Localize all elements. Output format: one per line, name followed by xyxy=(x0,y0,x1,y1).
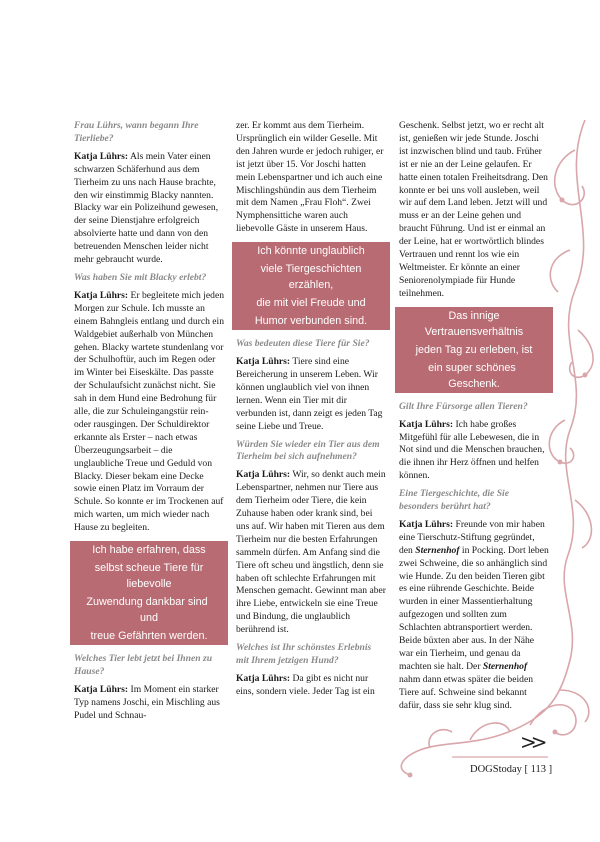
answer-continued: zer. Er kommt aus dem Tierheim. Ursprünglich ein wilder Geselle. Mit den Jahren wurde er jedoch ruhiger, er ist jetzt über 15. Vor Joschi hatten mein Lebenspartner und ich auch eine Mischlingshündin aus dem Tierheim mit dem Namen „Frau Floh“. Zwei Nymphensittiche waren auch liebevolle Gäste in unserem Haus. xyxy=(236,120,384,235)
emphasis: Sternenhof xyxy=(415,544,460,556)
answer: Katja Lührs: Als mein Vater einen schwarzen Schäferhund aus dem Tierheim zu uns nach Hause brachte, den wir einstimmig Blacky nannten. Blacky war ein Polizeihund gewesen, der seine Dienstjahre erfolgreich absolvierte hatte und dann von den betreuenden Menschen leider nicht mehr gebraucht wurde. xyxy=(74,150,219,266)
answer-continued: Geschenk. Selbst jetzt, wo er recht alt ist, genießen wir jede Stunde. Joschi ist inzwischen blind und taub. Früher ist er nie an der Leine gelaufen. Er hatte einen totalen Freiheitsdrang. Den konnte er bei uns voll ausleben, weil wir auf dem Land leben. Jetzt will und muss er an der Leine gehen und braucht Führung. Und ist er einmal an der Leine, hat er wortwörtlich blindes Vertrauen und rennt los wie ein Weltmeister. Er könnte an einer Seniorenolympiade für Hunde teilnehmen. xyxy=(399,120,548,299)
answer: Katja Lührs: Tiere sind eine Bereicherung in unserem Leben. Wir können unglaublich viel von ihnen lernen. Wenn ein Tier mit dir verbunden ist, dann zeigt es jeden Tag seine Liebe und Treue. xyxy=(236,356,383,432)
answer: Katja Lührs: Wir, so denkt auch mein Lebenspartner, nehmen nur Tiere aus dem Tierheim oder Tiere, die kein Zuhause haben oder krank sind, bei uns auf. Wir haben mit Tieren aus dem Tierheim nur die besten Erfahrungen sammeln dürfen. Am Anfang sind die Tiere oft scheu und ängstlich, denn sie haben oft schlechte Erfahrungen mit Menschen gemacht. Gewinnt man aber ihre Liebe, entwickeln sie eine Treue und Bindung, die unglaublich berührend ist. xyxy=(236,469,386,636)
pull-quote: Das innige Vertrauensverhältnis jeden Tag zu erleben, ist ein super schönes Geschenk. xyxy=(395,307,553,393)
magazine-name: DOGStoday xyxy=(470,764,522,775)
column-3 xyxy=(399,120,549,718)
answer: Katja Lührs: Ich habe großes Mitgefühl für alle Lebewesen, die in Not sind und die Menschen brauchen, die ihnen ihr Herz öffnen und helfen können. xyxy=(399,418,545,482)
emphasis: Sternenhof xyxy=(482,660,528,672)
column-1 xyxy=(74,120,224,728)
answer: Katja Lührs: Im Moment ein starker Typ namens Joschi, ein Mischling aus Pudel und Schnau- xyxy=(74,683,220,721)
question: Welches Tier lebt jetzt bei Ihnen zu Hause? xyxy=(74,653,213,677)
question: Gilt Ihre Fürsorge allen Tieren? xyxy=(399,400,528,412)
question: Würden Sie wieder ein Tier aus dem Tierheim bei sich aufnehmen? xyxy=(236,438,380,463)
speaker: Katja Lührs: xyxy=(399,518,454,530)
question: Welches ist Ihr schönstes Erlebnis mit Ihrem jetzigen Hund? xyxy=(236,642,372,666)
speaker: Katja Lührs: xyxy=(236,672,291,684)
column-2 xyxy=(236,120,386,704)
question: Frau Lührs, wann begann Ihre Tierliebe? xyxy=(74,120,199,144)
answer: Katja Lührs: Freunde von mir haben eine Tierschutz-Stiftung gegründet, den Sternenhof in Pocking. Dort leben zwei Schweine, die so anhänglich sind wie Hunde. Zu den beiden Tieren gibt es eine rührende Geschichte. Beide wurden in einer Massentierhaltung aufgezogen und sollten zum Schlachten abtransportiert werden. Beide büxten aber aus. In der Nähe war ein Tierheim, und genau da machten sie halt. Der Sternenhof nahm dann etwas später die beiden Tiere auf. Schweine sind bekannt dafür, dass sie sehr klug sind. xyxy=(399,518,549,711)
pull-quote: Ich habe erfahren, dass selbst scheue Tiere für liebevolle Zuwendung dankbar sind und treue Gefährten werden. xyxy=(70,541,228,645)
question: Was haben Sie mit Blacky erlebt? xyxy=(74,271,207,283)
speaker: Katja Lührs: xyxy=(399,418,454,430)
answer: Katja Lührs: Da gibt es nicht nur eins, sondern viele. Jeder Tag ist ein xyxy=(236,672,375,697)
speaker: Katja Lührs: xyxy=(236,469,291,481)
question: Was bedeuten diese Tiere für Sie? xyxy=(236,338,370,350)
speaker: Katja Lührs: xyxy=(74,683,129,695)
question: Eine Tiergeschichte, die Sie besonders berührt hat? xyxy=(399,488,509,513)
speaker: Katja Lührs: xyxy=(74,150,129,162)
speaker: Katja Lührs: xyxy=(74,289,129,301)
speaker: Katja Lührs: xyxy=(236,356,291,368)
page-number: [ 113 ] xyxy=(524,764,553,775)
page-footer xyxy=(470,764,552,775)
answer: Katja Lührs: Er begleitete mich jeden Morgen zur Schule. Ich musste an einem Bahngleis entlang und durch ein Waldgebiet außerhalb von München gehen. Blacky wartete stundenlang vor der Schulhoftür, auch im Regen oder im Winter bei Eiseskälte. Das passte der Schulaufsicht zunächst nicht. Sie sah in dem Hund eine Bedrohung für alle, die zur Schuleingangstür rein- oder rausgingen. Der Schuldirektor erkannte als Erster – nach etwas Überzeugungsarbeit – die unglaubliche Treue und Geduld von Blacky. Dieser bekam eine Decke sowie einen Platz im Vorraum der Schule. So konnte er im Trockenen auf mich warten, um mich wieder nach Hause zu begleiten. xyxy=(74,289,225,534)
pull-quote: Ich könnte unglaublich viele Tiergeschichten erzählen, die mit viel Freude und Humor verbunden sind. xyxy=(232,242,390,330)
continue-arrow-icon: >> xyxy=(520,730,542,754)
